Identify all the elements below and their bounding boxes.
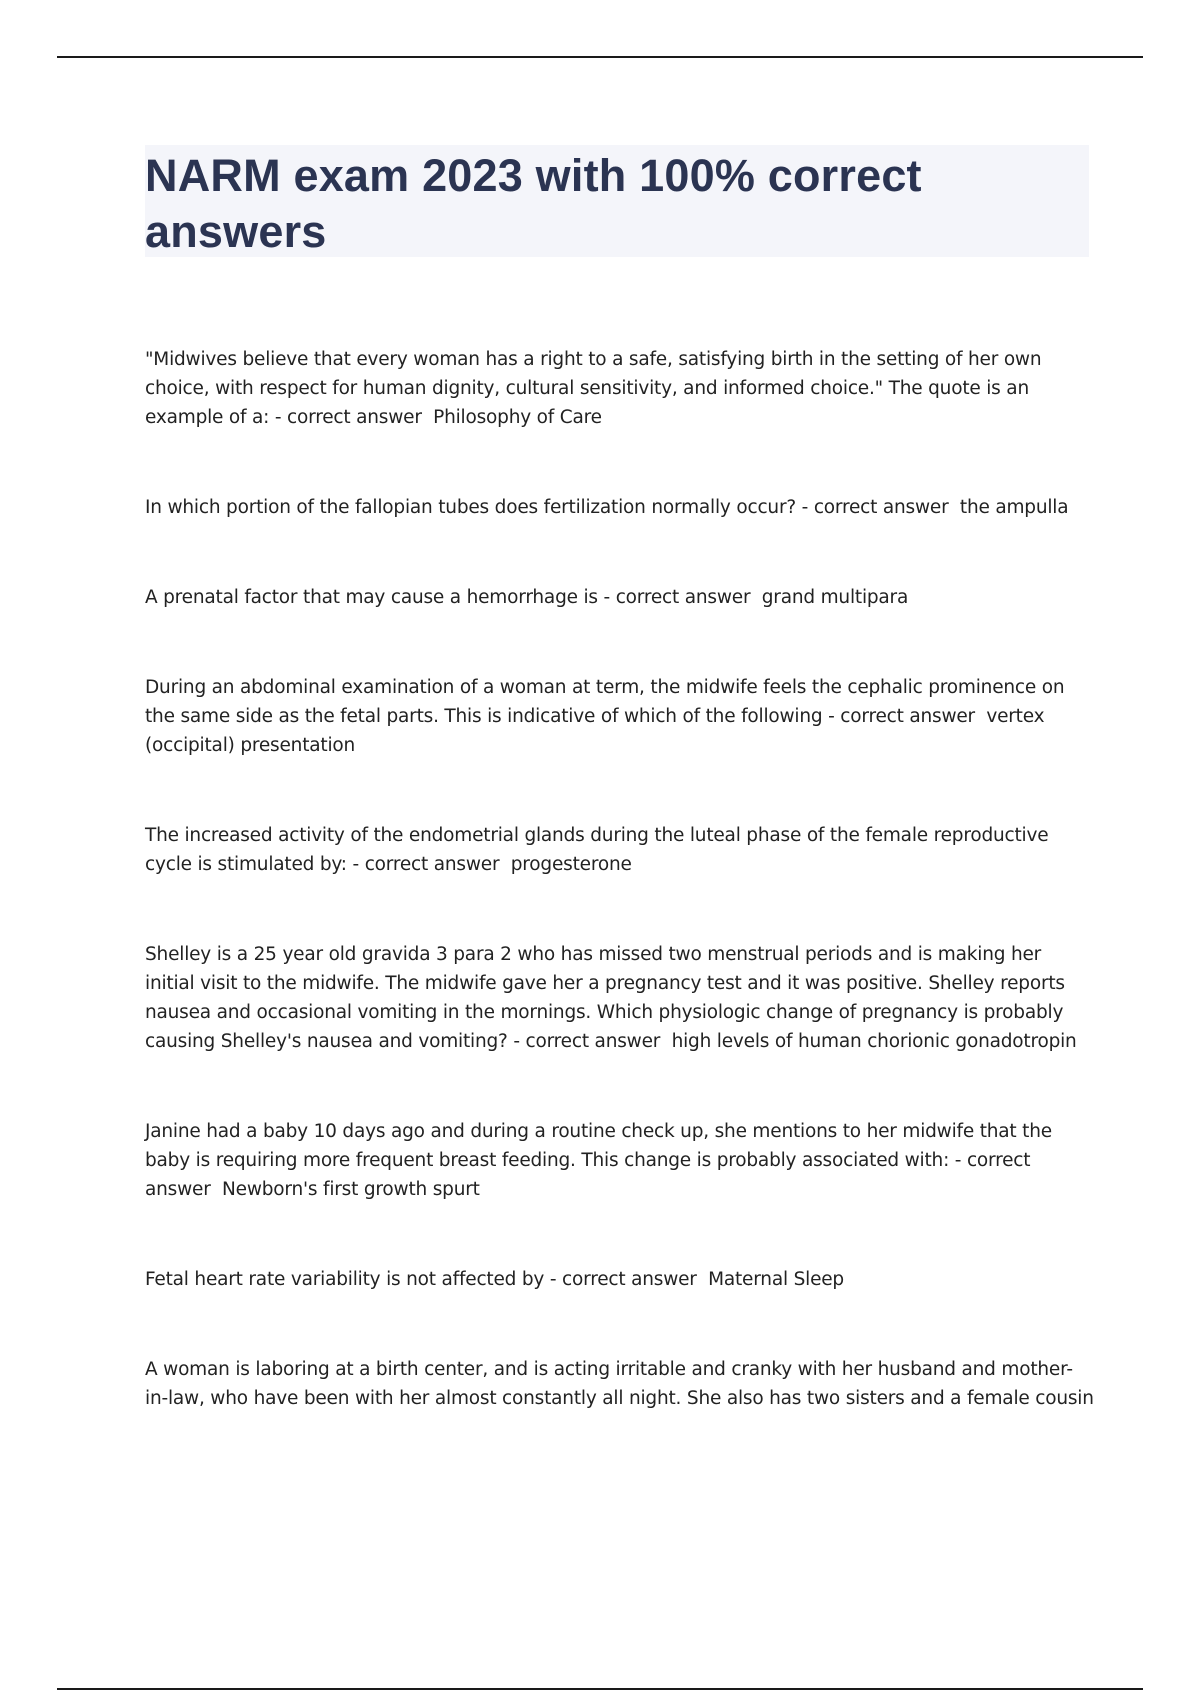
qa-item — [145, 1355, 1095, 1413]
answer-label: correct answer — [525, 1031, 661, 1052]
question-text: Janine had a baby 10 days ago and during a routine check up, she mentions to her midwife that the baby is requiring more frequent breast feeding. This change is probably associated with: — [145, 1121, 1052, 1171]
qa-item — [145, 345, 1095, 432]
answer-label: correct answer — [840, 706, 975, 727]
answer-label: correct answer — [145, 1150, 1031, 1200]
qa-list — [145, 345, 1095, 1413]
header-rule — [57, 56, 1143, 58]
qa-item — [145, 1265, 1095, 1294]
question-text: Fetal heart rate variability is not affected by — [145, 1269, 545, 1290]
answer-separator: - — [822, 706, 841, 727]
answer-text: grand multipara — [761, 587, 909, 608]
answer-label: correct answer — [364, 854, 500, 875]
question-text: A woman is laboring at a birth center, and is acting irritable and cranky with her husband and mother-in-law, who have been with her almost constantly all night. She also has two sisters and a female cousin — [145, 1359, 1094, 1409]
question-text: Shelley is a 25 year old gravida 3 para 2 who has missed two menstrual periods and is making her initial visit to the midwife. The midwife gave her a pregnancy test and it was positive. Shelley reports nausea and occasional vomiting in the mornings. Which physiologic change of pregnancy is probably causing Shelley's nausea and vomiting? — [145, 944, 1065, 1052]
answer-text: high levels of human chorionic gonadotropin — [671, 1031, 1077, 1052]
answer-label: correct answer — [813, 497, 949, 518]
answer-label: correct answer — [615, 587, 751, 608]
qa-item — [145, 940, 1095, 1056]
answer-separator: - — [949, 1150, 967, 1171]
answer-text: the ampulla — [959, 497, 1069, 518]
qa-item — [145, 673, 1095, 760]
answer-text: Maternal Sleep — [708, 1269, 844, 1290]
question-text: A prenatal factor that may cause a hemorrhage is — [145, 587, 598, 608]
answer-text: vertex (occipital) presentation — [145, 706, 1045, 756]
document-title: NARM exam 2023 with 100% correct answers — [145, 150, 922, 257]
answer-separator: - — [269, 407, 288, 428]
title-banner — [145, 145, 1089, 257]
question-text: "Midwives believe that every woman has a right to a safe, satisfying birth in the setting of her own choice, with respect for human dignity, cultural sensitivity, and informed choice." The quote is an example of a: — [145, 349, 1042, 428]
answer-text: Newborn's first growth spurt — [222, 1179, 480, 1200]
answer-text: Philosophy of Care — [433, 407, 602, 428]
question-text: In which portion of the fallopian tubes does fertilization normally occur? — [145, 497, 796, 518]
question-text: The increased activity of the endometrial glands during the luteal phase of the female reproductive cycle is stimulated by: — [145, 825, 1049, 875]
answer-separator: - — [544, 1269, 563, 1290]
answer-label: correct answer — [562, 1269, 697, 1290]
answer-separator: - — [597, 587, 616, 608]
qa-item — [145, 493, 1095, 522]
answer-separator: - — [507, 1031, 526, 1052]
answer-separator: - — [795, 497, 814, 518]
answer-label: correct answer — [287, 407, 422, 428]
qa-item — [145, 1117, 1095, 1204]
qa-item — [145, 583, 1095, 612]
answer-text: progesterone — [510, 854, 632, 875]
footer-rule — [57, 1688, 1143, 1690]
question-text: During an abdominal examination of a woman at term, the midwife feels the cephalic prominence on the same side as the fetal parts. This is indicative of which of the following — [145, 677, 1065, 727]
answer-separator: - — [346, 854, 365, 875]
qa-item — [145, 821, 1095, 879]
